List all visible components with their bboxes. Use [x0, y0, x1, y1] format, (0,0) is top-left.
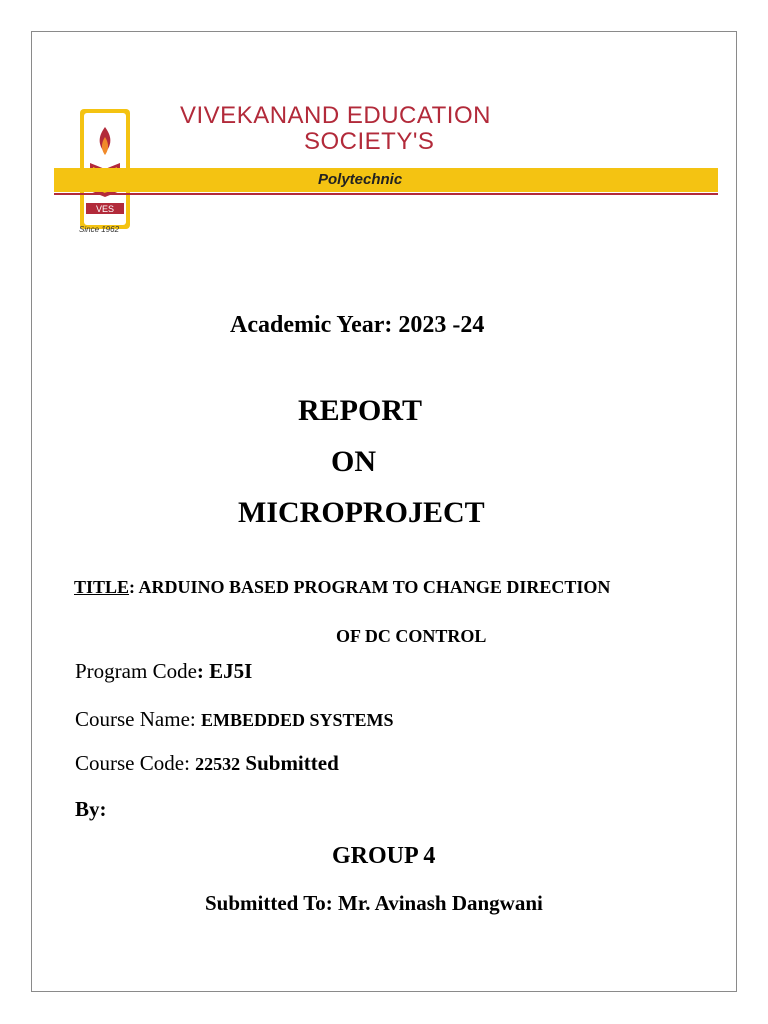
program-code [75, 659, 252, 684]
org-name-line2: SOCIETY'S [304, 128, 435, 155]
project-title-line2: OF DC CONTROL [336, 626, 487, 646]
course-name [75, 707, 394, 732]
course-name-value: EMBEDDED SYSTEMS [200, 710, 394, 730]
submitted-to: Submitted To: Mr. Avinash Dangwani [205, 891, 543, 915]
heading-line3: MICROPROJECT [238, 496, 485, 529]
heading-line1: REPORT [298, 394, 422, 427]
title-label: TITLE [74, 577, 130, 597]
header-subtitle: Polytechnic [318, 171, 403, 188]
project-title-line1 [74, 577, 610, 598]
org-name-line1: VIVEKANAND EDUCATION [180, 102, 491, 129]
since-label: Since 1962 [79, 225, 120, 234]
header-band-underline [54, 193, 718, 195]
heading-line2: ON [331, 445, 376, 478]
title-text: : ARDUINO BASED PROGRAM TO CHANGE DIRECTION [129, 577, 611, 597]
by-label: By: [75, 797, 107, 821]
logo-text: VES [95, 204, 115, 214]
academic-year: Academic Year: 2023 -24 [230, 312, 485, 338]
submitted-label: Submitted [240, 751, 339, 775]
course-code-label: Course Code: [75, 751, 196, 775]
document-page [31, 31, 737, 992]
group-label: GROUP 4 [332, 843, 436, 869]
course-code [75, 751, 339, 776]
program-code-label: Program Code [75, 659, 197, 683]
course-code-value: 22532 [195, 754, 241, 774]
course-name-label: Course Name: [75, 707, 201, 731]
program-code-value: : EJ5I [196, 659, 253, 683]
